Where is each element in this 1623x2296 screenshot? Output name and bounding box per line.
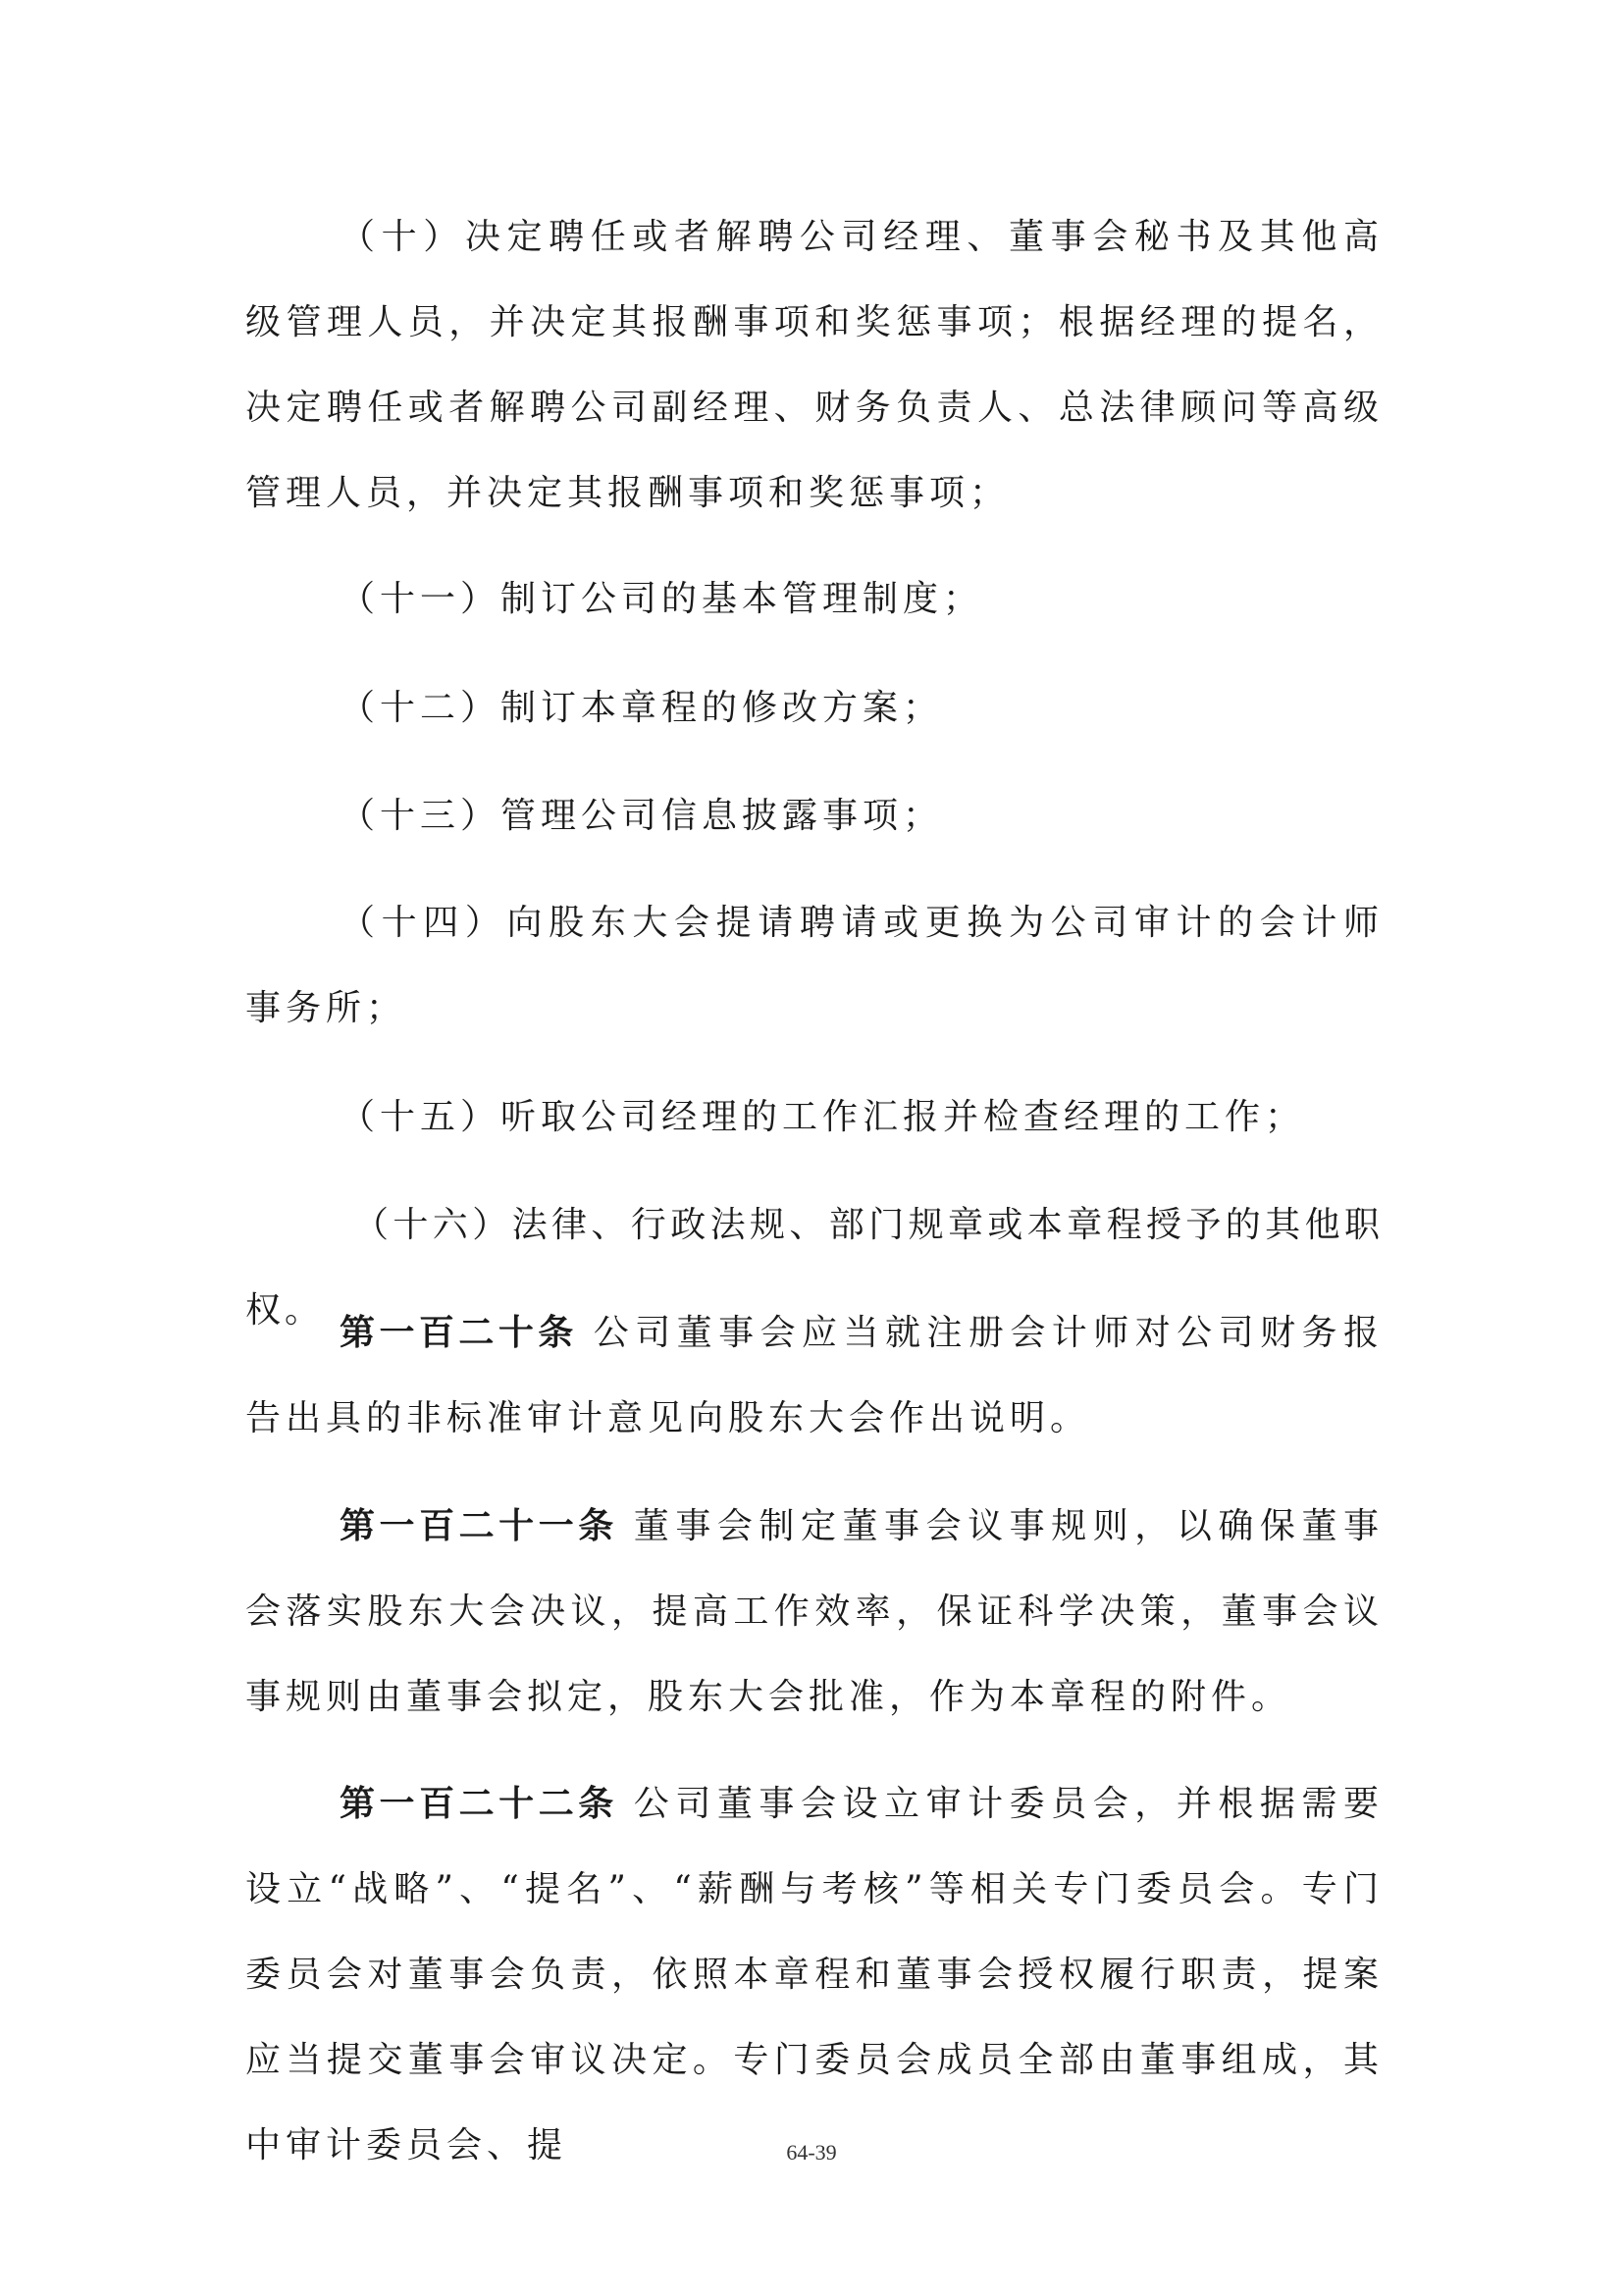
article-120-number: 第一百二十条 [340, 1313, 578, 1353]
article-120-text: 公司董事会应当就注册会计师对公司财务报告出具的非标准审计意见向股东大会作出说明。 [245, 1313, 1384, 1438]
page-number: 64-39 [786, 2140, 837, 2165]
item-11-paragraph: （十一）制订公司的基本管理制度； [340, 579, 984, 619]
item-16-paragraph: （十六）法律、行政法规、部门规章或本章程授予的其他职权。 [245, 1205, 1384, 1331]
item-10-paragraph: （十）决定聘任或者解聘公司经理、董事会秘书及其他高级管理人员，并决定其报酬事项和奖惩事项；根据经理的提名，决定聘任或者解聘公司副经理、财务负责人、总法律顾问等高级管理人员，并决定其报酬事项和奖惩事项； [245, 217, 1384, 513]
item-13-paragraph: （十三）管理公司信息披露事项； [340, 796, 944, 836]
article-121-paragraph [245, 1484, 1384, 1740]
article-121-text: 董事会制定董事会议事规则，以确保董事会落实股东大会决议，提高工作效率，保证科学决策，董事会议事规则由董事会拟定，股东大会批准，作为本章程的附件。 [245, 1506, 1384, 1717]
article-122-paragraph [245, 1761, 1384, 2188]
article-122-text: 公司董事会设立审计委员会，并根据需要设立“战略”、“提名”、“薪酬与考核”等相关专门委员会。专门委员会对董事会负责，依照本章程和董事会授权履行职责，提案应当提交董事会审议决定。专门委员会成员全部由董事组成，其中审计委员会、提 [245, 1784, 1384, 2166]
article-121-number: 第一百二十一条 [340, 1506, 618, 1546]
article-122-number: 第一百二十二条 [340, 1784, 618, 1824]
item-15-paragraph: （十五）听取公司经理的工作汇报并检查经理的工作； [340, 1097, 1306, 1137]
article-120-paragraph [245, 1290, 1384, 1461]
item-14-paragraph: （十四）向股东大会提请聘请或更换为公司审计的会计师事务所； [245, 903, 1384, 1028]
item-12-paragraph: （十二）制订本章程的修改方案； [340, 688, 944, 728]
